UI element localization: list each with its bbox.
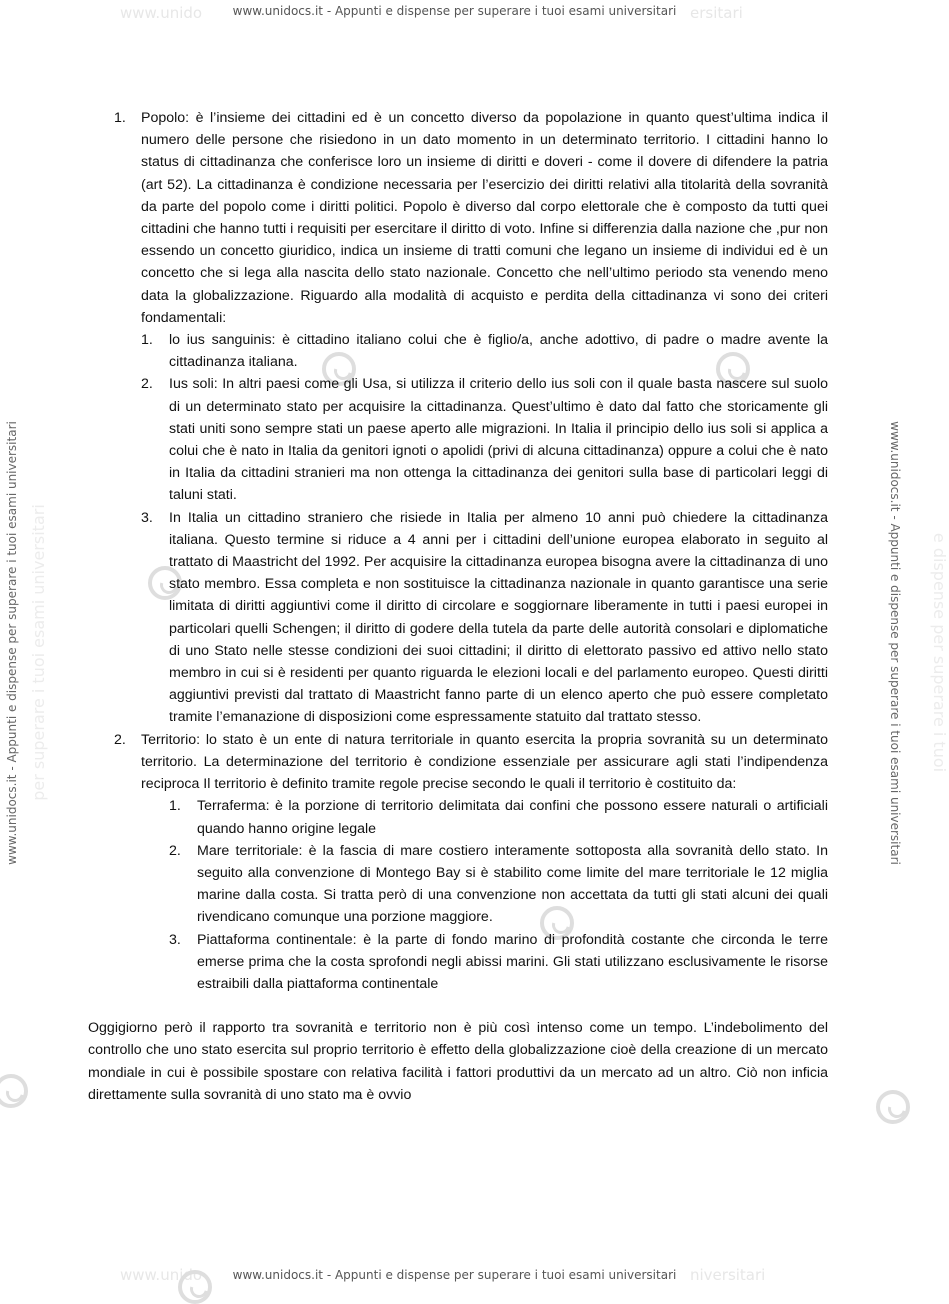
watermark-logo-icon [0,1074,28,1108]
watermark-logo-icon [876,1090,910,1124]
list-item-text: Ius soli: In altri paesi come gli Usa, si utilizza il criterio dello ius soli con il quale basta nascere sul suolo di un determinato stato per acquisire la cittadinanza. Quest’ultimo è dato dal fatto che storicamente gli stati uniti sono sempre stati un paese aperto alle migrazioni. In Italia il principio dello ius soli si applica a colui che è nato in Italia da genitori ignoti o apolidi (privi di alcuna cittadinanza) oppure a colui che è nato in Italia da cittadini stranieri ma non ottenga la cittadinanza dei genitori sulla base di particolari leggi di taluni stati. [169,376,828,504]
list-number: 3. [169,931,181,948]
ghost-watermark-right-side: e dispense per superare i tuoi [930,532,949,773]
ghost-watermark-top-right: ersitari [690,4,743,22]
ghost-watermark-bottom-left: www.unido [120,1266,203,1284]
list-number: 2. [169,842,181,859]
list-item-ius-sanguinis [88,329,828,373]
footer-watermark: www.unidocs.it - Appunti e dispense per superare i tuoi esami universitari [232,1268,677,1282]
list-item-text: Piattaforma continentale: è la parte di fondo marino di profondità costante che circonda le terre emerse prima che la costa sprofondi negli abissi marini. Gli stati utilizzano esclusivamente le risorse estraibili dalla piattaforma continentale [197,931,828,992]
list-number: 2. [141,376,153,393]
list-number: 1. [141,332,153,349]
list-item-piattaforma-continentale [88,929,828,996]
list-item-text: In Italia un cittadino straniero che risiede in Italia per almeno 10 anni può chiedere la cittadinanza italiana. Questo termine si riduce a 4 anni per i cittadini dell’unione europea elaborato in seguito al trattato di Maastricht del 1992. Per acquisire la cittadinanza europea bisogna avere la cittadinanza di uno stato membro. Essa completa e non sostituisce la cittadinanza nazionale in quanto garantisce una serie limitata di diritti aggiuntivi come il diritto di circolare e soggiornare liberamente in tutti i paesi europei in particolari quelli Schengen; il diritto di godere della tutela da parte delle autorità consolari e diplomatiche di uno Stato nelle stesse condizioni dei suoi cittadini; il diritto di elettorato passivo ed attivo nello stato membro in cui si è residenti per quanto riguarda le elezioni locali e del parlamento europeo. Questi diritti aggiuntivi previsti dal trattato di Maastricht fanno parte di un elenco aperto che può essere completato tramite l’emanazione di disposizioni come espressamente statuito dal trattato stesso. [169,509,828,726]
list-number: 1. [169,798,181,815]
ghost-watermark-left-side: per superare i tuoi esami universitari [28,504,48,801]
list-item-naturalizzazione [88,507,828,729]
list-number: 3. [141,509,153,526]
list-item-text: Territorio: lo stato è un ente di natura territoriale in quanto esercita la propria sovranità su un determinato territorio. La determinazione del territorio è condizione essenziale per assicurare agli stati l’indipendenza reciproca Il territorio è definito tramite regole precise secondo le quali il territorio è costituito da: [141,731,828,793]
list-item-territorio [88,729,828,796]
header-watermark: www.unidocs.it - Appunti e dispense per superare i tuoi esami universitari [232,4,677,18]
right-side-watermark: www.unidocs.it - Appunti e dispense per superare i tuoi esami universitari [888,421,902,865]
list-item-mare-territoriale [88,840,828,929]
list-item-popolo [88,107,828,329]
ghost-watermark-bottom-right: niversitari [690,1266,766,1284]
document-body [88,107,828,1120]
list-item-text: Popolo: è l’insieme dei cittadini ed è un concetto diverso da popolazione in quanto quest’ultima indica il numero delle persone che risiedono in un dato momento in un determinato territorio. I cittadini hanno lo status di cittadinanza che conferisce loro un insieme di diritti e doveri - come il dovere di difendere la patria (art 52). La cittadinanza è condizione necessaria per l’esercizio dei diritti relativi alla titolarità della sovranità da parte del popolo come i diritti politici. Popolo è diverso dal corpo elettorale che è composto da tutti quei cittadini che hanno tutti i requisiti per esercitare il diritto di voto. Infine si differenzia dalla nazione che ,pur non essendo un concetto giuridico, indica un insieme di tratti comuni che legano un insieme di individui ed è un concetto che si lega alla nascita dello stato nazionale. Concetto che nell’ultimo periodo sta venendo meno data la globalizzazione. Riguardo alla modalità di acquisto e perdita della cittadinanza vi sono dei criteri fondamentali: [141,110,828,326]
list-number: 1. [114,110,126,126]
left-side-watermark: www.unidocs.it - Appunti e dispense per superare i tuoi esami universitari [5,421,19,865]
list-item-text: Terraferma: è la porzione di territorio delimitata dai confini che possono essere naturali o artificiali quando hanno origine legale [197,798,828,837]
ghost-watermark-top-left: www.unido [120,4,203,22]
closing-paragraph: Oggigiorno però il rapporto tra sovranità e territorio non è più così intenso come un tempo. L’indebolimento del controllo che uno stato esercita sul proprio territorio è effetto della globalizzazione cioè della creazione di un mercato mondiale in cui è possibile spostare con relativa facilità i fattori produttivi da un mercato ad un altro. Ciò non inficia direttamente sulla sovranità di uno stato ma è ovvio [88,1020,828,1103]
list-item-text: Mare territoriale: è la fascia di mare costiero interamente sottoposta alla sovranità dello stato. In seguito alla convenzione di Montego Bay si è stabilito come limite del mare territoriale le 12 miglia marine dalla costa. Si tratta però di una convenzione non accettata da tutti gli stati alcuni dei quali rivendicano comunque una porzione maggiore. [197,842,828,926]
list-item-terraferma [88,795,828,839]
list-item-ius-soli [88,373,828,506]
list-number: 2. [114,731,126,748]
list-item-text: lo ius sanguinis: è cittadino italiano colui che è figlio/a, anche adottivo, di padre o madre avente la cittadinanza italiana. [169,332,828,371]
